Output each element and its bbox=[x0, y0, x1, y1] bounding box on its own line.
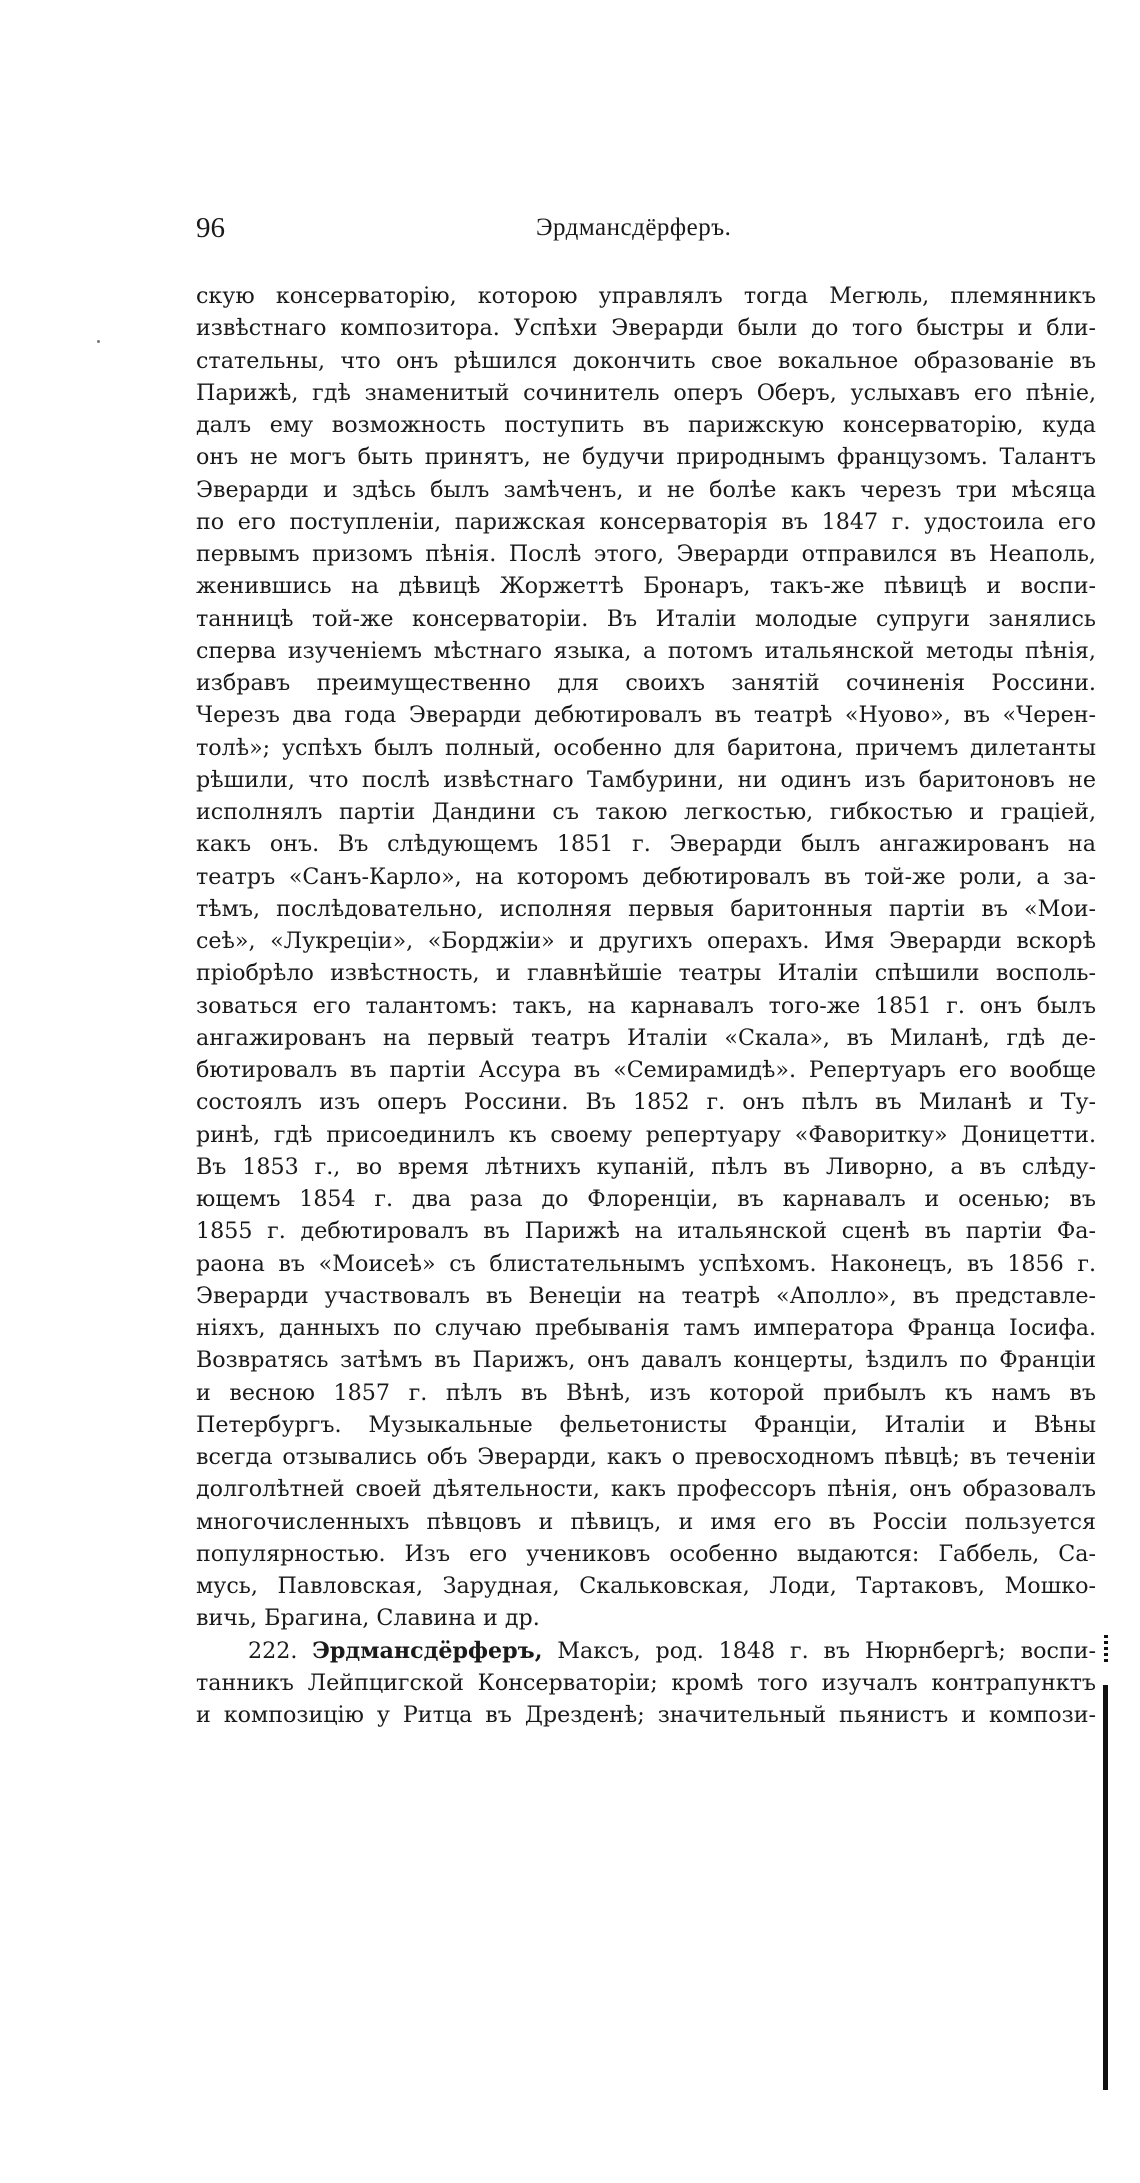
text-line: толѣ»; успѣхъ былъ полный, особенно для баритона, причемъ дилетанты bbox=[196, 734, 1096, 761]
text-line: многочисленныхъ пѣвцовъ и пѣвицъ, и имя его въ Россіи пользуется bbox=[196, 1508, 1096, 1535]
text-line: зоваться его талантомъ: такъ, на карнавалъ того-же 1851 г. онъ былъ bbox=[196, 992, 1096, 1019]
text-line: женившись на дѣвицѣ Жоржеттѣ Бронаръ, такъ-же пѣвицѣ и воспи- bbox=[196, 573, 1096, 600]
text-line: мусь, Павловская, Зарудная, Скальковская, Лоди, Тартаковъ, Мошко- bbox=[196, 1573, 1096, 1599]
text-line: по его поступленіи, парижская консерваторія въ 1847 г. удостоила его bbox=[196, 508, 1096, 535]
text-line: скую консерваторію, которою управлялъ тогда Мегюль, племянникъ bbox=[196, 283, 1096, 309]
text-line: ніяхъ, данныхъ по случаю пребыванія тамъ императора Франца Іосифа. bbox=[196, 1315, 1096, 1341]
page-header bbox=[196, 212, 1096, 252]
body-text bbox=[196, 280, 1096, 1731]
text-line: Эверарди и здѣсь былъ замѣченъ, и не болѣе какъ черезъ три мѣсяца bbox=[196, 476, 1096, 503]
text-line: тѣмъ, послѣдовательно, исполняя первыя баритонныя партіи въ «Мои- bbox=[196, 895, 1096, 922]
scan-speck bbox=[97, 340, 100, 343]
text-line: онъ не могъ быть принятъ, не будучи природнымъ французомъ. Талантъ bbox=[196, 444, 1096, 471]
text-line: Въ 1853 г., во время лѣтнихъ купаній, пѣлъ въ Ливорно, а въ слѣду- bbox=[196, 1153, 1096, 1180]
text-line: вичь, Брагина, Славина и др. bbox=[196, 1605, 540, 1632]
running-head: Эрдмансдёрферъ. bbox=[536, 214, 732, 241]
text-line: ринѣ, гдѣ присоединилъ къ своему репертуару «Фаворитку» Доницетти. bbox=[196, 1121, 1096, 1148]
text-line: всегда отзывались объ Эверарди, какъ о превосходномъ пѣвцѣ; въ теченіи bbox=[196, 1444, 1096, 1470]
page-number: 96 bbox=[196, 212, 225, 244]
text-line: Возвратясь затѣмъ въ Парижъ, онъ давалъ концерты, ѣздилъ по Франціи bbox=[196, 1347, 1096, 1374]
text-line: популярностью. Изъ его учениковъ особенно выдаются: Габбель, Са- bbox=[196, 1540, 1096, 1567]
text-line: танникъ Лейпцигской Консерваторіи; кромѣ того изучалъ контрапунктъ bbox=[196, 1669, 1096, 1696]
text-line: Черезъ два года Эверарди дебютировалъ въ театрѣ «Нуово», въ «Черен- bbox=[196, 702, 1096, 729]
entry-name: Эрдмансдёрферъ, bbox=[312, 1637, 543, 1664]
scan-margin-bar bbox=[1103, 1685, 1108, 2090]
text-line: рѣшили, что послѣ извѣстнаго Тамбурини, ни одинъ изъ баритоновъ не bbox=[196, 766, 1096, 793]
text-line: Петербургъ. Музыкальные фельетонисты Франціи, Италіи и Вѣны bbox=[196, 1411, 1096, 1438]
text-line: театръ «Санъ-Карло», на которомъ дебютировалъ въ той-же роли, а за- bbox=[196, 863, 1096, 890]
text-line: бютировалъ въ партіи Ассура въ «Семирамидѣ». Репертуаръ его вообще bbox=[196, 1057, 1096, 1083]
text-line: какъ онъ. Въ слѣдующемъ 1851 г. Эверарди былъ ангажированъ на bbox=[196, 831, 1096, 858]
text-line: стательны, что онъ рѣшился докончить свое вокальное образованіе въ bbox=[196, 347, 1096, 374]
text-line: извѣстнаго композитора. Успѣхи Эверарди были до того быстры и бли- bbox=[196, 315, 1096, 342]
text-line: ющемъ 1854 г. два раза до Флоренціи, въ карнавалъ и осенью; въ bbox=[196, 1186, 1096, 1212]
text-line: исполнялъ партіи Дандини съ такою легкостью, гибкостью и граціей, bbox=[196, 799, 1096, 825]
text-line: избравъ преимущественно для своихъ занятій сочиненія Россини. bbox=[196, 670, 1096, 696]
text-line: Парижѣ, гдѣ знаменитый сочинитель оперъ Оберъ, услыхавъ его пѣніе, bbox=[196, 379, 1096, 406]
text-line: далъ ему возможность поступить въ парижскую консерваторію, куда bbox=[196, 412, 1096, 438]
entry-text: Максъ, род. 1848 г. въ Нюрнбергѣ; воспи- bbox=[557, 1637, 1096, 1664]
text-line: состоялъ изъ оперъ Россини. Въ 1852 г. онъ пѣлъ въ Миланѣ и Ту- bbox=[196, 1089, 1096, 1116]
text-line: первымъ призомъ пѣнія. Послѣ этого, Эверарди отправился въ Неаполь, bbox=[196, 541, 1096, 567]
text-line: пріобрѣло извѣстность, и главнѣйшіе театры Италіи спѣшили восполь- bbox=[196, 960, 1096, 987]
text-line: раона въ «Моисеѣ» съ блистательнымъ успѣхомъ. Наконецъ, въ 1856 г. bbox=[196, 1250, 1096, 1277]
margin-mark bbox=[1104, 1635, 1108, 1663]
text-line: 1855 г. дебютировалъ въ Парижѣ на итальянской сценѣ въ партіи Фа- bbox=[196, 1218, 1096, 1245]
entry-number: 222. bbox=[248, 1637, 298, 1664]
text-line: танницѣ той-же консерваторіи. Въ Италіи молодые супруги занялись bbox=[196, 605, 1096, 632]
text-line: и композицію у Ритца въ Дрезденѣ; значительный пьянистъ и компози- bbox=[196, 1702, 1096, 1728]
text-line: долголѣтней своей дѣятельности, какъ профессоръ пѣнія, онъ образовалъ bbox=[196, 1476, 1096, 1503]
entry-first-line bbox=[196, 1635, 1096, 1667]
text-line: сперва изученіемъ мѣстнаго языка, а потомъ итальянской методы пѣнія, bbox=[196, 637, 1096, 664]
text-line: сеѣ», «Лукреціи», «Борджіи» и другихъ операхъ. Имя Эверарди вскорѣ bbox=[196, 928, 1096, 954]
text-line: и весною 1857 г. пѣлъ въ Вѣнѣ, изъ которой прибылъ къ намъ въ bbox=[196, 1379, 1096, 1406]
text-line: Эверарди участвовалъ въ Венеціи на театрѣ «Аполло», въ представле- bbox=[196, 1282, 1096, 1309]
text-line: ангажированъ на первый театръ Италіи «Скала», въ Миланѣ, гдѣ де- bbox=[196, 1024, 1096, 1051]
